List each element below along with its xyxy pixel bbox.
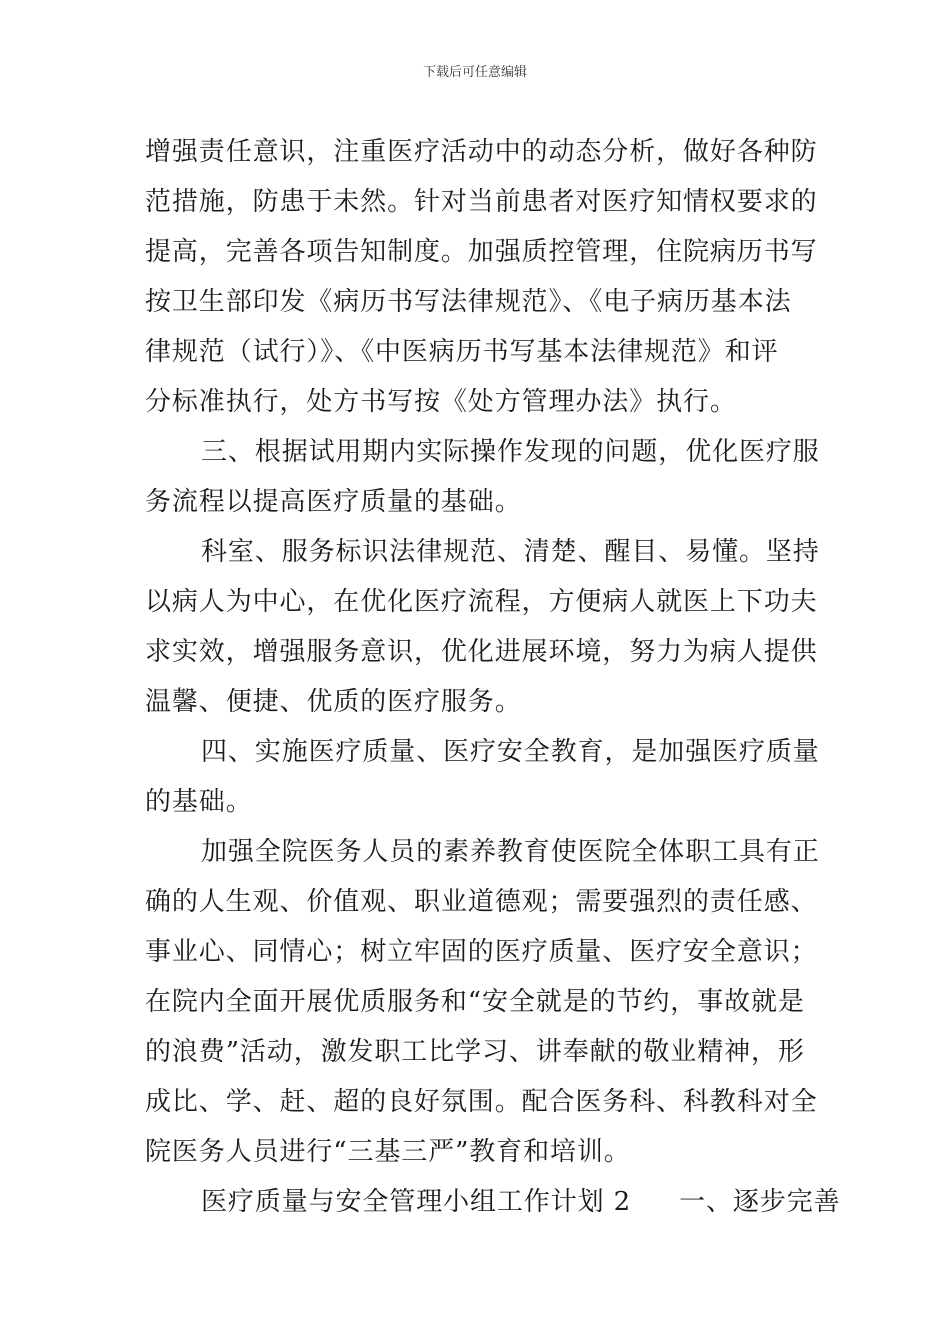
text-line: 的基础。 <box>145 787 253 817</box>
text-line: 务流程以提高医疗质量的基础。 <box>145 487 522 517</box>
text-line: 律规范（试行）》、《中医病历书写基本法律规范》和评 <box>145 337 779 367</box>
text-line: 的浪费”活动，激发职工比学习、讲奉献的敬业精神，形 <box>145 1037 805 1067</box>
text-line: 范措施，防患于未然。针对当前患者对医疗知情权要求的 <box>145 187 818 217</box>
text-line: 求实效，增强服务意识，优化进展环境，努力为病人提供 <box>145 637 818 667</box>
text-line: 按卫生部印发《病历书写法律规范》、《电子病历基本法 <box>145 287 792 317</box>
plan-title-line <box>145 1177 841 1227</box>
text-line: 增强责任意识，注重医疗活动中的动态分析，做好各种防 <box>145 137 818 167</box>
text-line: 在院内全面开展优质服务和“安全就是的节约，事故就是 <box>145 987 805 1017</box>
paragraph-first-line: 三、根据试用期内实际操作发现的问题，优化医疗服 <box>201 437 820 467</box>
paragraph-first-line: 四、实施医疗质量、医疗安全教育，是加强医疗质量 <box>201 737 820 767</box>
text-line: 提高，完善各项告知制度。加强质控管理，住院病历书写 <box>145 237 818 267</box>
text-line: 事业心、同情心；树立牢固的医疗质量、医疗安全意识； <box>145 937 818 967</box>
text-line: 温馨、便捷、优质的医疗服务。 <box>145 687 522 717</box>
text-line: 成比、学、赶、超的良好氛围。配合医务科、科教科对全 <box>145 1087 818 1117</box>
section-start: 一、逐步完善 <box>679 1187 841 1217</box>
text-line: 确的人生观、价值观、职业道德观；需要强烈的责任感、 <box>145 887 818 917</box>
text-line: 以病人为中心，在优化医疗流程，方便病人就医上下功夫 <box>145 587 818 617</box>
text-line: 院医务人员进行“三基三严”教育和培训。 <box>145 1137 631 1167</box>
page-header: 下载后可任意编辑 <box>422 65 527 80</box>
paragraph-first-line: 加强全院医务人员的素养教育使医院全体职工具有正 <box>201 837 820 867</box>
text-line: 分标准执行，处方书写按《处方管理办法》执行。 <box>145 387 737 417</box>
plan-title: 医疗质量与安全管理小组工作计划 2 <box>201 1187 632 1217</box>
document-body <box>145 127 841 1227</box>
paragraph-first-line: 科室、服务标识法律规范、清楚、醒目、易懂。坚持 <box>201 537 820 567</box>
